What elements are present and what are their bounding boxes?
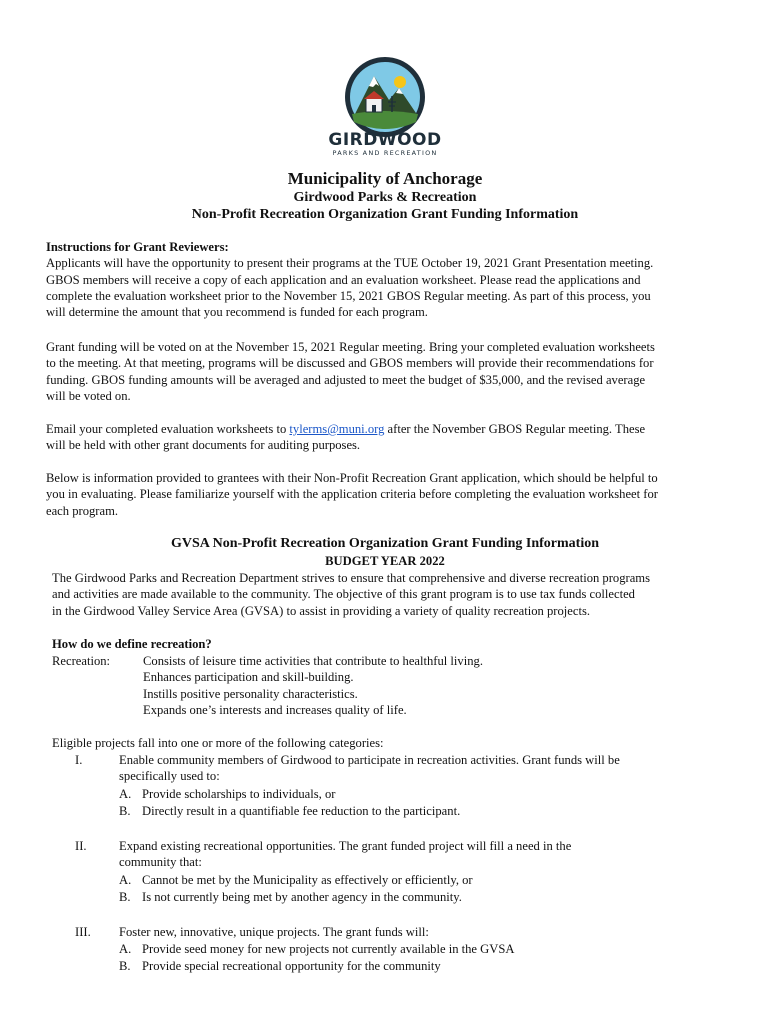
instructions-section <box>46 239 653 320</box>
category-line: Foster new, innovative, unique projects. The grant funds will: <box>119 925 429 939</box>
paragraph-line: The Girdwood Parks and Recreation Department strives to ensure that comprehensive and diverse recreation programs <box>52 571 651 585</box>
email-link[interactable]: tylerms@muni.org <box>289 422 385 436</box>
paragraph-line: GBOS members will receive a copy of each application and an evaluation worksheet. Please read the applications and <box>46 272 641 287</box>
sub-item: Directly result in a quantifiable fee reduction to the participant. <box>142 804 461 818</box>
sub-letter: B. <box>119 804 131 818</box>
paragraph-line: funding. GBOS funding amounts will be averaged and adjusted to meet the budget of $35,000, and the revised average <box>46 372 646 387</box>
sub-item: Provide scholarships to individuals, or <box>142 787 336 801</box>
sub-item: Provide special recreational opportunity for the community <box>142 959 441 973</box>
paragraph-line: complete the evaluation worksheet prior to the November 15, 2021 GBOS Regular meeting. As part of this process, you <box>46 288 651 303</box>
category-number: I. <box>75 753 83 767</box>
paragraph-line: and activities are made available to the community. The objective of this grant program is to use tax funds collected <box>52 587 635 602</box>
paragraph-line: in the Girdwood Valley Service Area (GVSA) to assist in providing a variety of quality recreation projects. <box>52 603 591 618</box>
email-text-after: after the November GBOS Regular meeting. These <box>384 422 646 436</box>
paragraph-line: you in evaluating. Please familiarize yourself with the application criteria before completing the evaluation worksheet for <box>46 487 658 502</box>
define-list <box>143 653 483 718</box>
paragraph-line: will be held with other grant documents for auditing purposes. <box>46 438 361 453</box>
logo-subtitle: PARKS AND RECREATION <box>332 149 438 157</box>
gvsa-intro <box>52 570 650 619</box>
paragraph-line: to the meeting. At that meeting, programs will be discussed and GBOS members will provide their recommendations for <box>46 356 654 371</box>
sub-letter: A. <box>119 873 132 887</box>
paragraph-voting <box>46 339 655 404</box>
category-text <box>119 752 620 785</box>
instructions-heading: Instructions for Grant Reviewers: <box>46 240 229 254</box>
define-label: Recreation: <box>52 654 111 668</box>
define-item: Consists of leisure time activities that contribute to healthful living. <box>143 654 483 668</box>
sub-item: Cannot be met by the Municipality as effectively or efficiently, or <box>142 873 473 887</box>
girdwood-logo <box>344 56 426 138</box>
sub-item: Is not currently being met by another agency in the community. <box>142 890 462 904</box>
page-title: Municipality of Anchorage <box>287 169 483 188</box>
category-text <box>119 838 571 871</box>
logo-wordmark: GIRDWOOD <box>328 130 442 150</box>
sub-item: Provide seed money for new projects not currently available in the GVSA <box>142 942 515 956</box>
paragraph-line: will determine the amount that you recommend is funded for each program. <box>46 305 428 320</box>
paragraph-line: will be voted on. <box>46 388 131 403</box>
sub-letter: A. <box>119 787 132 801</box>
paragraph-below <box>46 470 658 519</box>
paragraph-line: Grant funding will be voted on at the November 15, 2021 Regular meeting. Bring your completed evaluation worksheets <box>46 340 655 354</box>
category-line: Enable community members of Girdwood to participate in recreation activities. Grant funds will be <box>119 753 620 767</box>
define-item: Instills positive personality characteristics. <box>143 686 358 701</box>
define-heading: How do we define recreation? <box>52 637 212 651</box>
gvsa-title: GVSA Non-Profit Recreation Organization Grant Funding Information <box>170 536 600 551</box>
email-text-before: Email your completed evaluation worksheets to <box>46 422 290 436</box>
category-line: community that: <box>119 855 202 870</box>
page-subtitle-2: Non-Profit Recreation Organization Grant Funding Information <box>191 207 579 222</box>
paragraph-line: Below is information provided to grantees with their Non-Profit Recreation Grant application, which should be helpful to <box>46 471 658 485</box>
page-subtitle: Girdwood Parks & Recreation <box>293 190 477 205</box>
category-line: specifically used to: <box>119 769 220 784</box>
budget-year: BUDGET YEAR 2022 <box>325 554 445 568</box>
sub-letter: B. <box>119 890 131 904</box>
define-item: Expands one’s interests and increases quality of life. <box>143 702 407 717</box>
category-number: II. <box>75 839 87 853</box>
category-line: Expand existing recreational opportunities. The grant funded project will fill a need in the <box>119 839 572 853</box>
eligible-intro: Eligible projects fall into one or more of the following categories: <box>52 736 384 750</box>
paragraph-email <box>46 421 645 454</box>
define-item: Enhances participation and skill-building. <box>143 670 354 685</box>
sub-letter: B. <box>119 959 131 973</box>
paragraph-line: each program. <box>46 503 119 518</box>
category-number: III. <box>75 925 91 939</box>
sub-letter: A. <box>119 942 132 956</box>
paragraph-line: Applicants will have the opportunity to present their programs at the TUE October 19, 2021 Grant Presentation meeting. <box>46 256 654 271</box>
